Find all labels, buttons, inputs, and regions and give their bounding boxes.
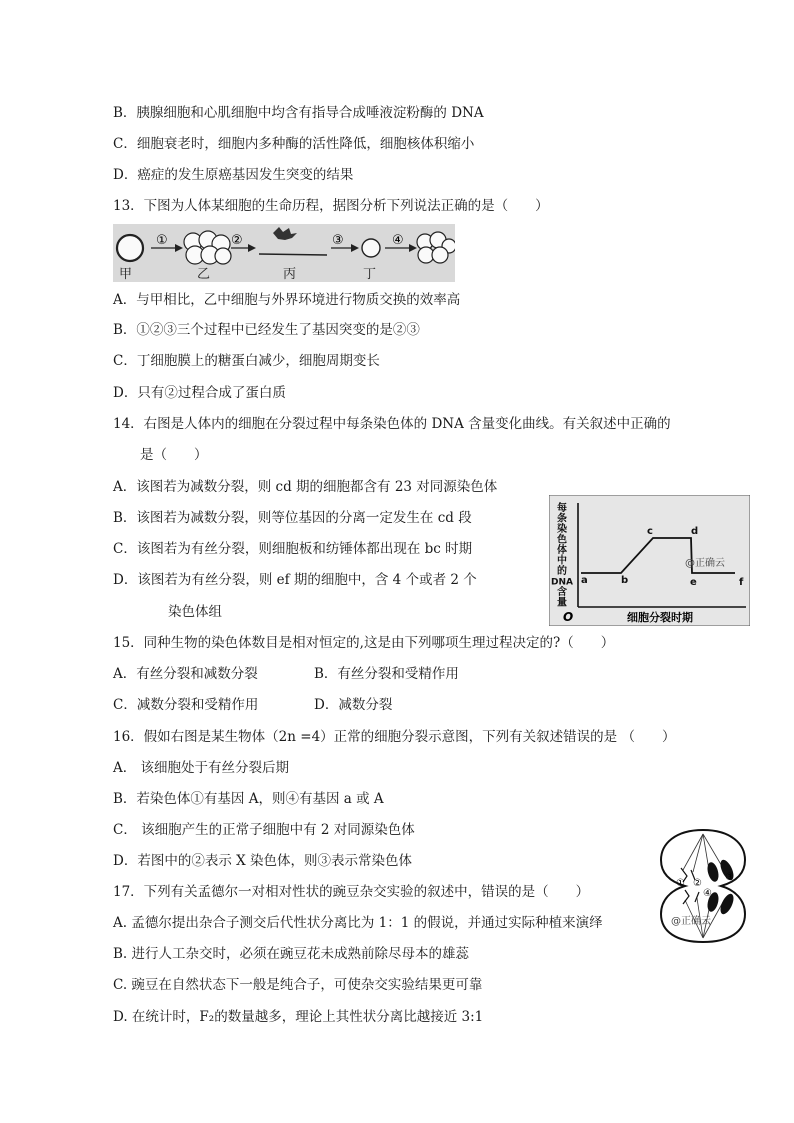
cell-ding: [362, 239, 380, 257]
dna-content-chart: [549, 495, 750, 626]
q14-stem: 14．右图是人体内的细胞在分裂过程中每条染色体的 DNA 含量变化曲线。有关叙述中正确的: [113, 416, 671, 432]
q13-option-c: C．丁细胞膜上的糖蛋白减少，细胞周期变长: [113, 353, 380, 369]
point-label-f: f: [739, 577, 744, 588]
y-axis-label-char: 染: [557, 524, 567, 535]
label-jia: 甲: [119, 267, 133, 282]
step-4-label: ④: [392, 233, 404, 248]
y-axis-label-char: 的: [557, 566, 567, 577]
step-3-label: ③: [332, 233, 344, 248]
label-yi: 乙: [197, 267, 211, 282]
step-2-label: ②: [231, 233, 243, 248]
q15-option-d: D．减数分裂: [314, 697, 393, 713]
q14-option-d-cont: 染色体组: [168, 604, 222, 620]
q12-option-b: B．胰腺细胞和心肌细胞中均含有指导合成唾液淀粉酶的 DNA: [113, 105, 484, 121]
cell-life-history-figure: [113, 224, 455, 282]
point-label-d: d: [691, 526, 699, 537]
cell-division-figure: [655, 826, 751, 946]
watermark-16: @正确云: [671, 916, 711, 927]
q16-option-b: B．若染色体①有基因 A，则④有基因 a 或 A: [113, 791, 384, 807]
chromosome-1-label: ①: [676, 878, 685, 889]
point-label-c: c: [647, 526, 653, 537]
q16-option-a: A． 该细胞处于有丝分裂后期: [113, 760, 290, 776]
q13-option-a: A．与甲相比，乙中细胞与外界环境进行物质交换的效率高: [113, 292, 461, 308]
q14-option-d: D．该图若为有丝分裂，则 ef 期的细胞中，含 4 个或者 2 个: [113, 572, 477, 588]
q16-stem: 16．假如右图是某生物体（2n =4）正常的细胞分裂示意图，下列有关叙述错误的是 （ ）: [113, 729, 676, 745]
q12-option-d: D．癌症的发生原癌基因发生突变的结果: [113, 167, 354, 183]
label-bing: 丙: [283, 267, 297, 282]
y-axis-label-char: 体: [557, 545, 567, 556]
y-axis-label-char: 含: [557, 587, 567, 598]
q13-option-b: B．①②③三个过程中已经发生了基因突变的是②③: [113, 322, 420, 338]
q15-option-c: C．减数分裂和受精作用: [113, 697, 259, 713]
q17-option-d: D. 在统计时，F₂的数量越多，理论上其性状分离比越接近 3:1: [113, 1009, 484, 1025]
chromosome-4-label: ④: [703, 888, 712, 899]
y-axis-label-char: 中: [557, 555, 567, 567]
q13-stem: 13．下图为人体某细胞的生命历程，据图分析下列说法正确的是（ ）: [113, 198, 549, 214]
q17-option-b: B. 进行人工杂交时，必须在豌豆花未成熟前除尽母本的雄蕊: [113, 946, 470, 962]
x-axis-label: 细胞分裂时期: [627, 611, 693, 624]
q17-stem: 17．下列有关孟德尔一对相对性状的豌豆杂交实验的叙述中，错误的是（ ）: [113, 884, 590, 900]
y-axis-label-char: 量: [557, 597, 567, 609]
cell-jia: [117, 235, 143, 261]
point-label-a: a: [581, 575, 588, 586]
y-axis-label-char: 每: [557, 503, 567, 514]
point-label-e: e: [690, 577, 697, 588]
y-axis-label-char: DNA: [551, 577, 573, 588]
origin-label: O: [563, 610, 574, 624]
q12-option-c: C．细胞衰老时，细胞内多种酶的活性降低，细胞核体积缩小: [113, 136, 475, 152]
chromosome-3-label: ③: [725, 872, 734, 883]
watermark-14: @正确云: [685, 558, 725, 569]
q13-option-d: D．只有②过程合成了蛋白质: [113, 385, 286, 401]
q14-option-a: A．该图若为减数分裂，则 cd 期的细胞都含有 23 对同源染色体: [113, 479, 498, 495]
step-1-label: ①: [156, 233, 168, 248]
point-label-b: b: [621, 575, 629, 586]
label-ding: 丁: [363, 267, 377, 282]
cell-yi: [184, 231, 231, 264]
q14-option-b: B．该图若为减数分裂，则等位基因的分离一定发生在 cd 段: [113, 510, 472, 526]
q17-option-c: C. 豌豆在自然状态下一般是纯合子，可使杂交实验结果更可靠: [113, 977, 483, 993]
q15-option-a: A．有丝分裂和减数分裂: [113, 666, 258, 682]
q17-option-a: A. 孟德尔提出杂合子测交后代性状分离比为 1：1 的假说，并通过实际种植来演绎: [113, 915, 603, 931]
q15-option-b: B．有丝分裂和受精作用: [314, 666, 459, 682]
chromosome-2-label: ②: [693, 878, 702, 889]
q15-stem: 15．同种生物的染色体数目是相对恒定的,这是由下列哪项生理过程决定的?（ ）: [113, 635, 615, 651]
q14-option-c: C．该图若为有丝分裂，则细胞板和纺锤体都出现在 bc 时期: [113, 541, 473, 557]
q14-stem-cont: 是（ ）: [140, 447, 208, 463]
y-axis-label-char: 色: [557, 534, 567, 546]
q16-option-c: C． 该细胞产生的正常子细胞中有 2 对同源染色体: [113, 822, 415, 838]
y-axis-label-char: 条: [557, 513, 567, 525]
q16-option-d: D．若图中的②表示 X 染色体，则③表示常染色体: [113, 853, 413, 869]
